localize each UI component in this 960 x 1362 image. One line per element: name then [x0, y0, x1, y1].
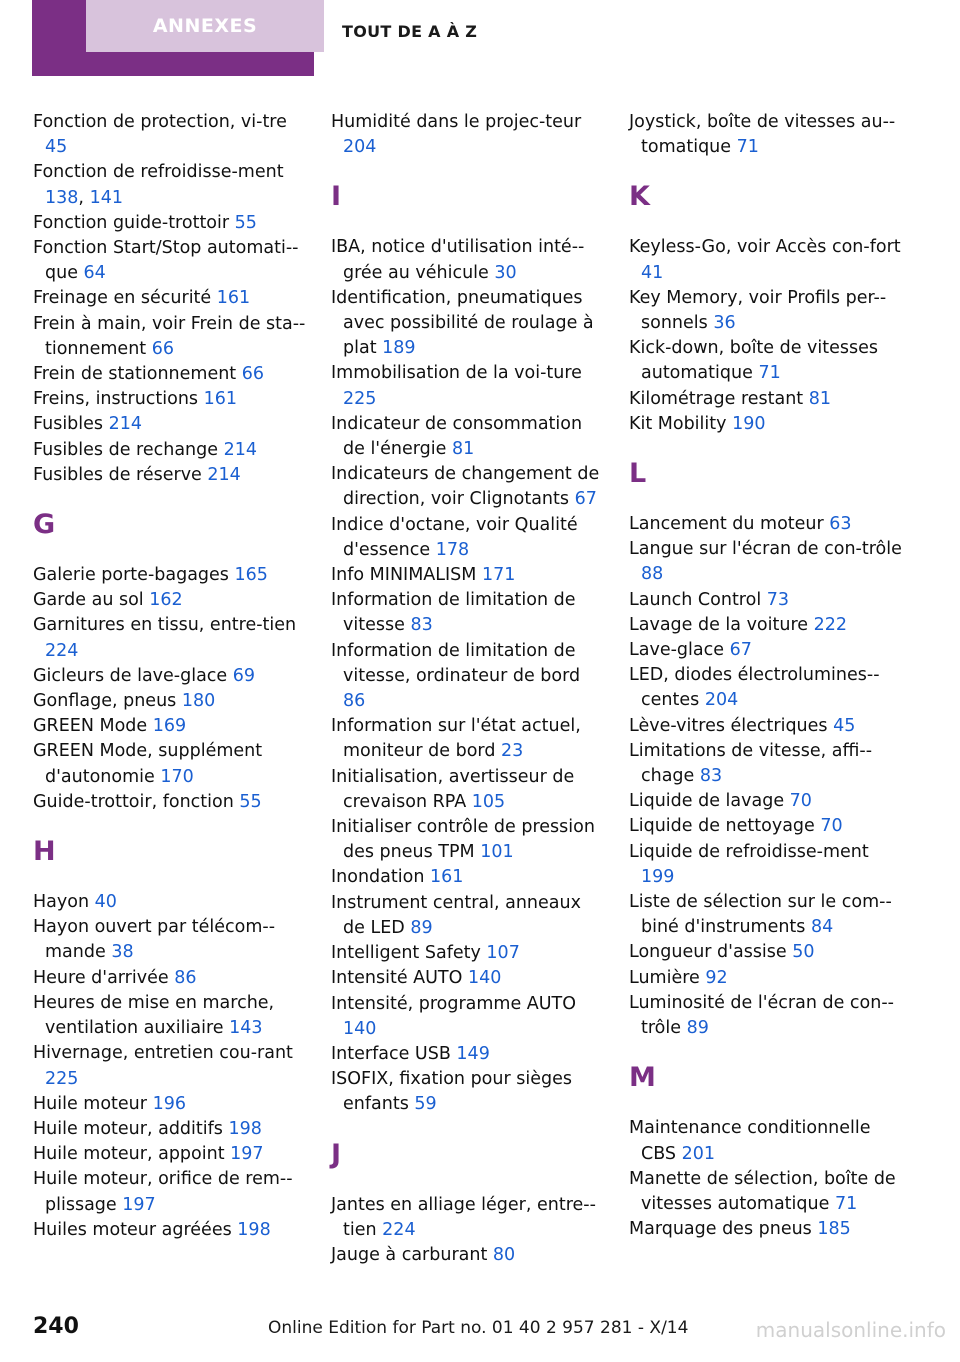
index-entry-text: GREEN Mode — [33, 716, 148, 737]
index-entry-text: GREEN Mode, supplément d'autonomie — [33, 741, 263, 787]
index-entry — [629, 336, 905, 386]
page-link[interactable]: 107 — [486, 943, 520, 964]
index-entry — [629, 512, 905, 537]
page-separator: , — [78, 187, 84, 208]
page-link[interactable]: 71 — [758, 363, 781, 384]
index-entry — [33, 588, 309, 613]
index-entry-text: Luminosité de l'écran de con-trôle — [629, 992, 894, 1039]
page-link[interactable]: 161 — [216, 288, 251, 309]
index-entry — [629, 638, 905, 663]
page-link[interactable]: 214 — [223, 439, 257, 460]
page-link[interactable]: 138 — [45, 187, 79, 208]
index-entry-text: Kick-down, boîte de vitesses automatique — [629, 338, 879, 384]
page-link[interactable]: 80 — [492, 1244, 516, 1265]
index-entry — [33, 160, 309, 210]
index-entry-text: Interface USB — [331, 1043, 451, 1064]
index-entry-text: Information sur l'état actuel, moniteur de bord — [331, 716, 581, 762]
page-link[interactable]: 224 — [45, 640, 79, 661]
page-link[interactable]: 70 — [820, 816, 843, 837]
index-entry — [331, 891, 607, 941]
index-entry — [33, 438, 309, 463]
index-entry — [629, 814, 905, 839]
index-entry-text: Liquide de lavage — [629, 791, 785, 812]
page-link[interactable]: 161 — [203, 389, 238, 410]
page-link[interactable]: 71 — [834, 1193, 858, 1214]
index-entry-text: Immobilisation de la voi-ture — [331, 363, 582, 384]
index-entry — [331, 815, 607, 865]
index-entry-text: Fusibles de rechange — [33, 439, 219, 460]
page-link[interactable]: 169 — [152, 716, 187, 737]
index-entry-text: Indicateurs de changement de direction, voir Clignotants — [331, 464, 600, 510]
index-entry — [331, 966, 607, 991]
index-entry — [33, 915, 309, 965]
page-link[interactable]: 180 — [181, 691, 216, 712]
index-entry-text: Lavage de la voiture — [629, 614, 809, 635]
page-link[interactable]: 69 — [232, 665, 256, 686]
page-link[interactable]: 198 — [228, 1118, 262, 1139]
page-link[interactable]: 73 — [766, 589, 790, 610]
page-link[interactable]: 140 — [343, 1018, 377, 1039]
index-entry — [331, 563, 607, 588]
index-entry-text: Frein à main, voir Frein de sta-tionnement — [33, 313, 306, 359]
index-letter-heading: J — [331, 1138, 342, 1170]
index-entry — [33, 463, 309, 488]
index-entry — [33, 236, 309, 286]
index-entry-text: Fonction de refroidisse-ment — [33, 162, 284, 183]
index-entry-text: Identification, pneumatiques avec possibilité de roulage à plat — [331, 287, 594, 359]
index-entry — [331, 1042, 607, 1067]
index-entry — [33, 966, 309, 991]
index-entry-text: Humidité dans le projec-teur — [331, 112, 582, 132]
index-entry-text: Jauge à carburant — [331, 1244, 488, 1265]
page-number: 240 — [33, 1314, 79, 1339]
index-entry — [33, 1218, 309, 1243]
index-entry-text: Manette de sélection, boîte de vitesses automatique — [629, 1168, 896, 1214]
page-link[interactable]: 38 — [111, 942, 134, 963]
page-link[interactable]: 40 — [94, 892, 117, 913]
index-entry-text: Galerie porte-bagages — [33, 565, 229, 586]
index-entry — [331, 1243, 607, 1268]
page-link[interactable]: 66 — [241, 364, 265, 385]
index-entry-text: Gicleurs de lave-glace — [33, 665, 228, 686]
page-link[interactable]: 83 — [410, 615, 433, 636]
index-entry-text: Indicateur de consommation de l'énergie — [331, 413, 583, 460]
page-link[interactable]: 140 — [467, 968, 502, 989]
index-entry — [629, 588, 905, 613]
index-entry — [33, 664, 309, 689]
index-entry — [629, 286, 905, 336]
page-link[interactable]: 55 — [234, 212, 257, 233]
page-link[interactable]: 70 — [789, 791, 812, 812]
index-entry — [629, 940, 905, 965]
index-entry-text: Jantes en alliage léger, entre-tien — [331, 1194, 596, 1240]
index-entry-text: Liquide de refroidisse-ment — [629, 841, 869, 862]
page-link[interactable]: 30 — [494, 262, 517, 283]
index-entry — [33, 563, 309, 588]
index-entry-text: Intelligent Safety — [331, 943, 481, 964]
page-link[interactable]: 225 — [45, 1068, 79, 1089]
index-entry-text: LED, diodes électrolumines-centes — [629, 665, 880, 711]
page-link[interactable]: 83 — [699, 766, 723, 787]
page-link[interactable]: 199 — [641, 866, 675, 887]
index-entry — [331, 286, 607, 362]
index-entry-text: Inondation — [331, 867, 425, 888]
index-entry — [331, 941, 607, 966]
page-link[interactable]: 81 — [451, 439, 475, 460]
index-entry — [629, 537, 905, 587]
index-entry — [629, 739, 905, 789]
index-entry — [629, 613, 905, 638]
index-entry — [33, 1092, 309, 1117]
index-entry — [331, 588, 607, 638]
index-entry-text: Kilométrage restant — [629, 388, 804, 409]
index-entry — [33, 790, 309, 815]
index-entry — [33, 1167, 309, 1217]
index-entry-text: Frein de stationnement — [33, 364, 237, 385]
index-entry-text: Garnitures en tissu, entre-tien — [33, 615, 297, 636]
page-link[interactable]: 92 — [705, 967, 728, 988]
page-link[interactable]: 86 — [343, 691, 366, 712]
page-link[interactable]: 196 — [152, 1093, 186, 1114]
index-entry-text: Indice d'octane, voir Qualité d'essence — [331, 514, 578, 560]
page-link[interactable]: 222 — [813, 614, 848, 635]
section-tab-label: ANNEXES — [86, 0, 324, 52]
page-link[interactable]: 143 — [229, 1018, 263, 1039]
index-entry-text: Fusibles — [33, 414, 104, 435]
index-entry-text: Hayon ouvert par télécom-mande — [33, 917, 276, 963]
index-entry — [629, 789, 905, 814]
page-link[interactable]: 36 — [713, 313, 736, 334]
index-entry-text: Garde au sol — [33, 590, 144, 611]
index-entry — [33, 739, 309, 789]
page-link[interactable]: 50 — [792, 942, 815, 963]
index-letter-heading: M — [629, 1062, 656, 1094]
index-entry-text: Gonflage, pneus — [33, 691, 177, 712]
page-link[interactable]: 171 — [481, 565, 516, 586]
page-link[interactable]: 88 — [641, 564, 664, 585]
index-entry — [33, 211, 309, 236]
page-link[interactable]: 201 — [681, 1143, 716, 1164]
index-entry-text: Information de limitation de vitesse, ordinateur de bord — [331, 640, 581, 686]
page-link[interactable]: 71 — [736, 137, 759, 158]
index-entry — [629, 890, 905, 940]
index-entry-text: Freins, instructions — [33, 389, 199, 410]
page-link[interactable]: 204 — [343, 137, 377, 158]
index-entry — [331, 1067, 607, 1117]
index-entry — [33, 412, 309, 437]
index-entry — [331, 765, 607, 815]
index-entry — [331, 714, 607, 764]
index-entry — [331, 110, 607, 160]
index-entry — [629, 235, 905, 285]
page-link[interactable]: 178 — [435, 539, 470, 560]
index-entry — [33, 1117, 309, 1142]
index-entry — [33, 689, 309, 714]
index-entry — [629, 714, 905, 739]
index-entry-text: Instrument central, anneaux de LED — [331, 892, 581, 938]
index-letter-heading: K — [629, 181, 650, 213]
index-entry — [331, 1193, 607, 1243]
page-link[interactable]: 105 — [471, 791, 506, 812]
page-link[interactable]: 86 — [174, 967, 197, 988]
index-entry — [33, 312, 309, 362]
index-entry — [33, 1041, 309, 1091]
page-link[interactable]: 45 — [45, 137, 68, 158]
index-entry — [629, 1116, 905, 1166]
index-entry — [331, 639, 607, 715]
index-entry-text: Kit Mobility — [629, 413, 727, 434]
index-letter-heading: H — [33, 836, 56, 868]
page-link[interactable]: 64 — [83, 263, 106, 284]
index-entry — [33, 286, 309, 311]
index-entry-text: Huile moteur, additifs — [33, 1118, 223, 1139]
page-link[interactable]: 89 — [686, 1018, 709, 1039]
index-entry — [331, 462, 607, 512]
index-entry — [331, 865, 607, 890]
index-entry-text: Intensité AUTO — [331, 968, 463, 989]
index-entry-text: Marquage des pneus — [629, 1219, 812, 1240]
index-column-3 — [629, 110, 905, 1242]
index-entry — [33, 110, 309, 160]
page-link[interactable]: 101 — [480, 842, 514, 863]
index-entry-text: ISOFIX, fixation pour sièges enfants — [331, 1069, 572, 1115]
page-link[interactable]: 197 — [122, 1194, 156, 1215]
index-column-1 — [33, 110, 309, 1243]
index-entry-text: Freinage en sécurité — [33, 288, 212, 309]
index-entry-text: Heures de mise en marche, ventilation auxiliaire — [33, 992, 275, 1039]
page-link[interactable]: 63 — [829, 514, 852, 535]
index-entry-text: Lumière — [629, 967, 700, 988]
index-entry — [33, 890, 309, 915]
index-entry — [629, 1167, 905, 1217]
page-link[interactable]: 66 — [151, 338, 175, 359]
index-letter-heading: G — [33, 509, 56, 541]
index-entry-text: Heure d'arrivée — [33, 967, 169, 988]
page-link[interactable]: 81 — [808, 388, 832, 409]
index-entry — [629, 966, 905, 991]
index-entry — [331, 412, 607, 462]
index-entry — [33, 714, 309, 739]
index-entry — [33, 1142, 309, 1167]
page-link[interactable]: 170 — [160, 766, 194, 787]
index-entry-text: Liste de sélection sur le com-biné d'instruments — [629, 892, 892, 938]
page-link[interactable]: 198 — [237, 1219, 271, 1240]
page-link[interactable]: 185 — [817, 1219, 851, 1240]
page-link[interactable]: 84 — [811, 917, 834, 938]
index-entry — [331, 361, 607, 411]
index-entry — [331, 513, 607, 563]
index-entry-text: Huile moteur, appoint — [33, 1144, 225, 1165]
index-entry-text: Key Memory, voir Profils per-sonnels — [629, 287, 887, 334]
index-entry-text: Maintenance conditionnelle CBS — [629, 1118, 871, 1164]
index-entry — [629, 1217, 905, 1242]
index-entry — [33, 362, 309, 387]
page-link[interactable]: 67 — [729, 640, 752, 661]
page-link[interactable]: 197 — [230, 1144, 264, 1165]
index-entry-text: Fonction Start/Stop automati-que — [33, 238, 299, 284]
index-entry — [629, 991, 905, 1041]
index-entry — [629, 663, 905, 713]
page-link[interactable]: 45 — [833, 715, 856, 736]
page-link[interactable]: 165 — [234, 565, 268, 586]
page-link[interactable]: 89 — [410, 917, 433, 938]
index-letter-heading: I — [331, 181, 342, 213]
watermark: manualsonline.info — [755, 1318, 946, 1342]
index-entry — [629, 387, 905, 412]
index-entry-text: Joystick, boîte de vitesses au-tomatique — [629, 112, 896, 158]
index-entry-text: Limitations de vitesse, affi-chage — [629, 740, 873, 787]
index-entry-text: Lancement du moteur — [629, 514, 824, 535]
index-entry-text: Lève-vitres électriques — [629, 715, 828, 736]
index-entry-text: Initialiser contrôle de pression des pneus TPM — [331, 817, 595, 863]
index-entry-text: Lave-glace — [629, 640, 724, 661]
page-link[interactable]: 214 — [108, 414, 143, 435]
index-letter-heading: L — [629, 458, 647, 490]
index-entry — [629, 110, 905, 160]
index-entry-text: Fusibles de réserve — [33, 464, 202, 485]
page-link[interactable]: 162 — [149, 590, 183, 611]
index-entry-text: Intensité, programme AUTO — [331, 993, 577, 1014]
page-link[interactable]: 149 — [456, 1043, 490, 1064]
index-entry — [33, 387, 309, 412]
section-tab — [32, 0, 314, 76]
page-link[interactable]: 204 — [704, 690, 739, 711]
index-entry — [331, 992, 607, 1042]
page-link[interactable]: 23 — [501, 741, 524, 762]
index-entry-text: Huile moteur — [33, 1093, 147, 1114]
index-entry-text: Info MINIMALISM — [331, 565, 477, 586]
index-entry-text: IBA, notice d'utilisation inté-grée au véhicule — [331, 237, 585, 283]
index-entry-text: Langue sur l'écran de con-trôle — [629, 539, 902, 560]
page-header-title: TOUT DE A À Z — [342, 22, 478, 41]
index-entry-text: Liquide de nettoyage — [629, 816, 815, 837]
index-entry-text: Information de limitation de vitesse — [331, 590, 576, 636]
page-link[interactable]: 190 — [732, 413, 766, 434]
index-entry — [33, 613, 309, 663]
index-entry-text: Huile moteur, orifice de rem-plissage — [33, 1169, 293, 1215]
page-link[interactable]: 161 — [429, 867, 464, 888]
index-entry-text: Longueur d'assise — [629, 942, 787, 963]
index-column-2 — [331, 110, 607, 1268]
page-link[interactable]: 224 — [382, 1219, 416, 1240]
page-link[interactable]: 67 — [574, 489, 597, 510]
index-entry — [33, 991, 309, 1041]
page-link[interactable]: 41 — [641, 262, 664, 283]
index-entry-text: Initialisation, avertisseur de crevaison RPA — [331, 766, 575, 812]
index-entry-text: Huiles moteur agréées — [33, 1219, 232, 1240]
page-link[interactable]: 59 — [414, 1094, 437, 1115]
index-entry — [331, 235, 607, 285]
page-link[interactable]: 225 — [343, 388, 377, 409]
index-entry-text: Keyless-Go, voir Accès con-fort — [629, 237, 901, 258]
index-entry-text: Fonction guide-trottoir — [33, 212, 230, 233]
page-link[interactable]: 189 — [382, 338, 416, 359]
index-entry-text: Hayon — [33, 892, 90, 913]
edition-footer: Online Edition for Part no. 01 40 2 957 281 - X/14 — [268, 1318, 689, 1338]
page-link[interactable]: 55 — [239, 791, 262, 812]
page-link[interactable]: 141 — [89, 187, 123, 208]
index-entry — [629, 412, 905, 437]
index-entry — [629, 840, 905, 890]
index-entry-text: Hivernage, entretien cou-rant — [33, 1043, 293, 1064]
index-entry-text: Fonction de protection, vi-tre — [33, 112, 287, 132]
index-entry-text: Launch Control — [629, 589, 762, 610]
index-entry-text: Guide-trottoir, fonction — [33, 791, 234, 812]
page-link[interactable]: 214 — [207, 464, 241, 485]
